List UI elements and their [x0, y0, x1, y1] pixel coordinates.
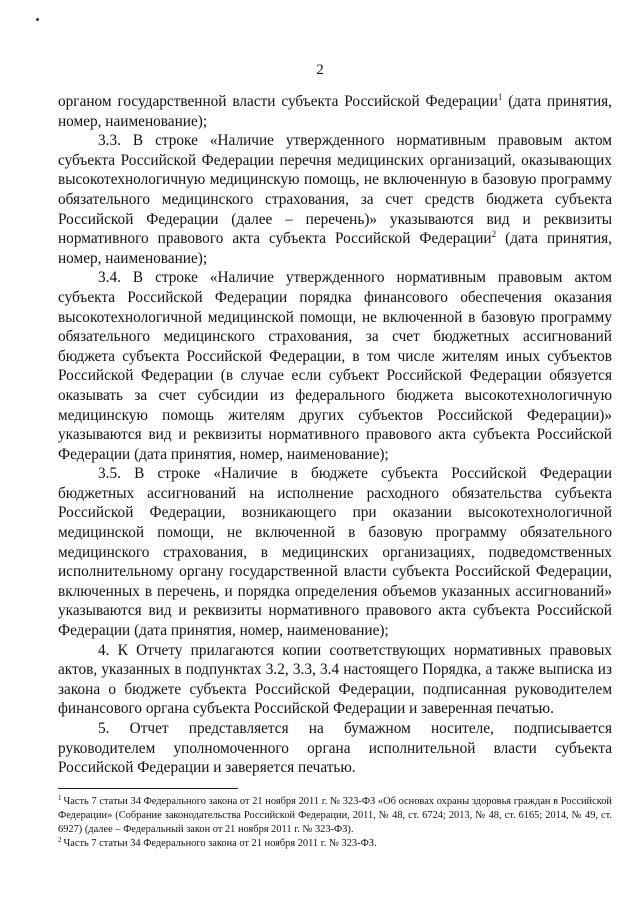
document-body	[58, 92, 612, 778]
footnotes	[58, 795, 612, 851]
paragraph-text: (дата принятия, номер, наименование);	[58, 230, 612, 267]
paragraph-3-3	[58, 131, 612, 268]
paragraph-text: 3.5. В строке «Наличие в бюджете субъекта Российской Федерации бюджетных ассигнований на исполнение расходного обязательства субъекта Российской Федерации, возникающего при оказании высокотехнологичной медицинской помощи, не включенной в базовую программу обязательного медицинского страхования, в медицинских организациях, подведомственных исполнительному органу государственной власти субъекта Российской Федерации, включенных в перечень, и порядка определения объемов указанных ассигнований» указываются вид и реквизиты нормативного правового акта субъекта Российской Федерации (дата принятия, номер, наименование);	[58, 465, 612, 640]
footnote-mark: 1	[58, 793, 62, 802]
paragraph-3-5	[58, 464, 612, 640]
paragraph-text: 3.4. В строке «Наличие утвержденного нормативным правовым актом субъекта Российской Федерации порядка финансового обеспечения оказания высокотехнологичной медицинской помощи, не включенной в базовую программу обязательного медицинского страхования, за счет бюджетных ассигнований бюджета субъекта Российской Федерации, в том числе жителям иных субъектов Российской Федерации (в случае если субъект Российской Федерации обязуется оказывать за счет субсидии из федерального бюджета высокотехнологичную медицинскую помощь жителям других субъектов Российской Федерации)» указываются вид и реквизиты нормативного правового акта субъекта Российской Федерации (дата принятия, номер, наименование);	[58, 269, 612, 463]
paragraph-text: (дата принятия, номер, наименование);	[58, 93, 612, 130]
paragraph-text: 3.3. В строке «Наличие утвержденного нормативным правовым актом субъекта Российской Федерации перечня медицинских организаций, оказывающих высокотехнологичную медицинскую помощь, не включенную в базовую программу обязательного медицинского страхования, за счет средств бюджета субъекта Российской Федерации (далее – перечень)» указываются вид и реквизиты нормативного правового акта субъекта Российской Федерации	[58, 132, 612, 248]
paragraph-text: 5. Отчет представляется на бумажном носителе, подписывается руководителем уполномоченного органа исполнительной власти субъекта Российской Федерации и заверяется печатью.	[58, 720, 612, 777]
page-number: 2	[316, 62, 324, 78]
footnote-ref[interactable]: 2	[491, 229, 497, 240]
paragraph-text: органом государственной власти субъекта Российской Федерации	[58, 93, 498, 110]
paragraph-text: 4. К Отчету прилагаются копии соответствующих нормативных правовых актов, указанных в подпунктах 3.2, 3.3, 3.4 настоящего Порядка, а также выписка из закона о бюджете субъекта Российской Федерации, подписанная руководителем финансового органа субъекта Российской Федерации и заверенная печатью.	[58, 641, 612, 718]
footnote-1	[58, 795, 612, 837]
footnote-separator	[58, 788, 238, 789]
paragraph-3-4	[58, 268, 612, 464]
footnote-2	[58, 837, 612, 851]
scan-speck	[36, 18, 39, 21]
footnote-text: Часть 7 статьи 34 Федерального закона от 21 ноября 2011 г. № 323-ФЗ.	[63, 838, 377, 849]
footnote-ref[interactable]: 1	[497, 91, 503, 102]
footnote-text: Часть 7 статьи 34 Федерального закона от 21 ноября 2011 г. № 323-ФЗ «Об основах охраны здоровья граждан в Российской Федерации» (Собрание законодательства Российской Федерации, 2011, № 48, ст. 6724; 2013, № 48, ст. 6165; 2014, № 49, ст. 6927) (далее – Федеральный закон от 21 ноября 2011 г. № 323-ФЗ).	[58, 796, 612, 835]
paragraph-continuation	[58, 92, 612, 131]
footnote-mark: 2	[58, 835, 62, 844]
paragraph-4	[58, 641, 612, 719]
paragraph-5	[58, 719, 612, 778]
